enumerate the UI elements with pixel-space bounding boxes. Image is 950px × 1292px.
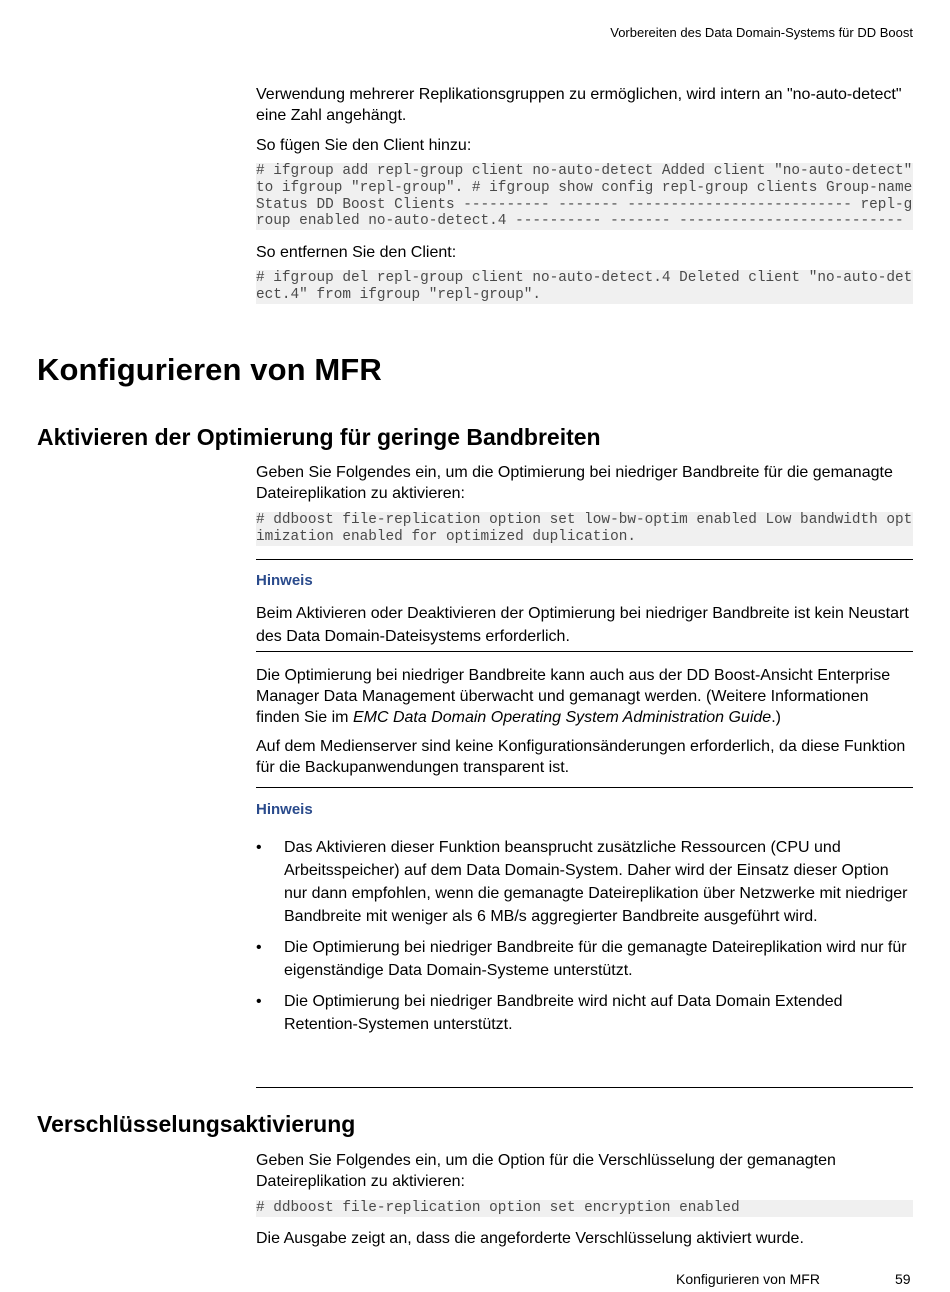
encryption-code: # ddboost file-replication option set encryption enabled (256, 1200, 913, 1217)
note2-bottom-rule (256, 1087, 913, 1088)
note2-body (256, 836, 913, 1044)
list-item (256, 936, 913, 982)
intro-block (256, 84, 921, 304)
bullet-symbol: • (256, 939, 262, 956)
section-title-mfr: Konfigurieren von MFR (37, 352, 382, 387)
note1-text: Beim Aktivieren oder Deaktivieren der Optimierung bei niedriger Bandbreite ist kein Neustart des Data Domain-Dateisystems erforderlich. (256, 605, 909, 645)
monitoring-text-end: .) (771, 709, 781, 726)
bullet-symbol: • (256, 839, 262, 856)
section-title-encryption: Verschlüsselungsaktivierung (37, 1111, 356, 1137)
add-client-code: # ifgroup add repl-group client no-auto-detect Added client "no-auto-detect" to ifgroup "repl-group". # ifgroup show config repl-group clients Group-name Status DD Boost Clients ---------- ------- -------------------------- repl-group enabled no-auto-detect.4 ---------- ------- -------------------------- (256, 163, 921, 230)
note1-top-rule (256, 559, 913, 560)
encryption-intro: Geben Sie Folgendes ein, um die Option für die Verschlüsselung der gemanagten Dateireplikation zu aktivieren: (256, 1152, 836, 1190)
note2-label: Hinweis (256, 801, 313, 818)
note1-label: Hinweis (256, 572, 313, 589)
admin-guide-title: EMC Data Domain Operating System Administration Guide (352, 709, 772, 726)
encryption-result: Die Ausgabe zeigt an, dass die angeforderte Verschlüsselung aktiviert wurde. (256, 1229, 804, 1247)
running-header: Vorbereiten des Data Domain-Systems für DD Boost (610, 25, 913, 40)
note1-bottom-rule (256, 651, 913, 652)
media-server-paragraph: Auf dem Medienserver sind keine Konfigurationsänderungen erforderlich, da diese Funktion für die Backupanwendungen transparent ist. (256, 738, 906, 776)
page-number: 59 (895, 1271, 911, 1287)
remove-client-label: So entfernen Sie den Client: (256, 244, 457, 262)
remove-client-code: # ifgroup del repl-group client no-auto-detect.4 Deleted client "no-auto-detect.4" from ifgroup "repl-group". (256, 270, 913, 303)
monitoring-paragraph (256, 665, 913, 728)
bullet-text: Die Optimierung bei niedriger Bandbreite wird nicht auf Data Domain Extended Retention-Systemen unterstützt. (284, 993, 843, 1033)
intro-paragraph: Verwendung mehrerer Replikationsgruppen zu ermöglichen, wird intern an "no-auto-detect" eine Zahl angehängt. (256, 86, 902, 124)
list-item (256, 990, 913, 1036)
note2-bullet-list (256, 836, 913, 1036)
low-bandwidth-block (256, 462, 913, 546)
bullet-symbol: • (256, 993, 262, 1010)
list-item (256, 836, 913, 928)
add-client-label: So fügen Sie den Client hinzu: (256, 137, 472, 154)
note2-top-rule (256, 787, 913, 788)
low-bandwidth-intro: Geben Sie Folgendes ein, um die Optimierung bei niedriger Bandbreite für die gemanagte Dateireplikation zu aktivieren: (256, 464, 893, 502)
bullet-text: Die Optimierung bei niedriger Bandbreite für die gemanagte Dateireplikation wird nur für eigenständige Data Domain-Systeme unterstützt. (284, 939, 907, 979)
bullet-text: Das Aktivieren dieser Funktion beansprucht zusätzliche Ressourcen (CPU und Arbeitsspeicher) auf dem Data Domain-System. Daher wird der Einsatz dieser Option nur dann empfohlen, wenn die gemanagte Dateireplikation über Netzwerke mit niedriger Bandbreite mit weniger als 6 MB/s aggregierter Bandbreite ausgeführt wird. (284, 839, 908, 925)
section-title-low-bandwidth: Aktivieren der Optimierung für geringe Bandbreiten (37, 424, 601, 450)
note1-body (256, 602, 913, 648)
low-bandwidth-code: # ddboost file-replication option set low-bw-optim enabled Low bandwidth optimization enabled for optimized duplication. (256, 512, 913, 545)
monitoring-text: Die Optimierung bei niedriger Bandbreite kann auch aus der DD Boost-Ansicht Enterprise Manager Data Management überwacht und gemanagt werden. (Weitere Informationen finden Sie im (256, 667, 891, 726)
monitoring-block (256, 665, 913, 778)
footer-section-title: Konfigurieren von MFR (676, 1271, 820, 1287)
encryption-block (256, 1150, 913, 1249)
